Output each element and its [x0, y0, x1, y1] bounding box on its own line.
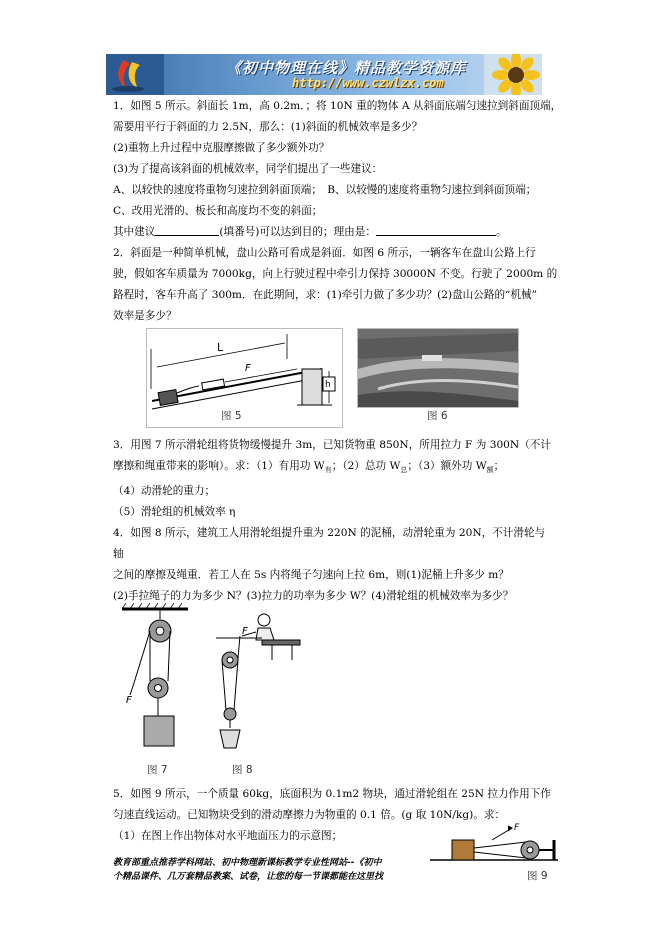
- figure-7-caption: 图 7: [147, 764, 168, 776]
- q1-line: C、改用光滑的、板长和高度均不变的斜面；: [113, 205, 323, 217]
- figure-9: [430, 812, 560, 868]
- figure-6-photo: [357, 328, 519, 408]
- label-F: F: [242, 626, 248, 637]
- site-logo-icon: [106, 54, 164, 95]
- site-title: 《初中物理在线》精品教学资源库: [226, 59, 467, 77]
- figure-6-caption: 图 6: [427, 410, 448, 422]
- q5-line: 5．如图 9 所示，一个质量 60kg，底面积为 0.1m2 物块，通过滑轮组在 25N 拉力作用下作: [113, 788, 551, 800]
- figure-9-caption: 图 9: [527, 870, 548, 882]
- q4-line: 轴: [113, 548, 124, 561]
- sunflower-icon: [484, 54, 542, 95]
- q2-line: 2．斜面是一种简单机械，盘山公路可看成是斜面．如图 6 所示，一辆客车在盘山公路上行: [113, 247, 536, 259]
- q1-line: 需要用平行于斜面的力 2.5N，那么：(1)斜面的机械效率是多少？: [113, 121, 423, 133]
- q1-line: 1．如图 5 所示。斜面长 1m，高 0.2m．；将 10N 重的物体 A 从斜面底端匀速拉到斜面顶端，: [113, 100, 562, 112]
- q1-line: (2)重物上升过程中克服摩擦做了多少额外功？: [113, 142, 330, 154]
- figure-5-caption: 图 5: [221, 410, 242, 422]
- answer-blank-reason[interactable]: [376, 224, 496, 236]
- q3-line: 3．用图 7 所示滑轮组将货物缓慢提升 3m，已知货物重 850N，所用拉力 F 为 300N（不计: [113, 439, 551, 451]
- header-banner: [106, 54, 542, 95]
- q1-line: A、以较快的速度将重物匀速拉到斜面顶端； B、以较慢的速度将重物匀速拉到斜面顶端；: [113, 184, 537, 196]
- label-F: F: [245, 363, 251, 374]
- label-h: h: [325, 380, 331, 390]
- site-url[interactable]: http://www.czwlzx.com: [292, 76, 444, 90]
- q3-line: 摩擦和绳重带来的影响）。求：（1）有用功 $W_有$；（2）总功 $W_总$；（3）额外功 $W_额$；: [113, 460, 505, 475]
- label-F: F: [514, 823, 520, 833]
- figure-8-caption: 图 8: [232, 764, 253, 776]
- footer-line: 个精品课件、几万套精品教案、试卷，让您的每一节课都能在这里找: [113, 872, 384, 882]
- q4-line: 4．如图 8 所示，建筑工人用滑轮组提升重为 220N 的泥桶，动滑轮重为 20N，不计滑轮与: [113, 527, 546, 540]
- q5-line: 匀速直线运动。已知物块受到的滑动摩擦力为物重的 0.1 倍。(g 取 10N/kg)。求：: [113, 809, 506, 821]
- footer-text: [113, 856, 383, 884]
- footer-line: 教育部重点推荐学科网站、初中物理新课标教学专业性网站--《初中: [113, 858, 382, 868]
- q5-line: （1）在图上作出物体对水平地面压力的示意图；: [113, 830, 343, 842]
- q4-line: (2)手拉绳子的力为多少 N？(3)拉力的功率为多少 W？(4)滑轮组的机械效率为多少？: [113, 590, 514, 603]
- q2-line: 路程时，客车升高了 300m．在此期间，求：(1)牵引力做了多少功？(2)盘山公路的“机械”: [113, 289, 538, 301]
- label-L: L: [217, 341, 224, 354]
- q4-line: 之间的摩擦及绳重．若工人在 5s 内将绳子匀速向上拉 6m，则(1)泥桶上升多少 m？: [113, 569, 509, 582]
- q1-line: (3)为了提高该斜面的机械效率，同学们提出了一些建议：: [113, 163, 383, 175]
- label-F: F: [126, 695, 132, 706]
- q2-line: 效率是多少？: [113, 310, 177, 322]
- figure-8: [212, 610, 302, 756]
- incline-diagram: [151, 334, 335, 409]
- q3-line: （4）动滑轮的重力；: [113, 485, 216, 498]
- answer-blank-option[interactable]: [155, 224, 219, 236]
- q3-line: （5）滑轮组的机械效率 η: [113, 506, 236, 519]
- figure-7: [120, 603, 190, 756]
- figure-5: [146, 328, 343, 428]
- q1-fill-line: 其中建议 (填番号)可以达到目的；理由是： 。: [113, 226, 507, 238]
- q2-line: 驶，假如客车质量为 7000kg，向上行驶过程中牵引力保持 30000N 不变。行驶了 2000m 的: [113, 268, 558, 280]
